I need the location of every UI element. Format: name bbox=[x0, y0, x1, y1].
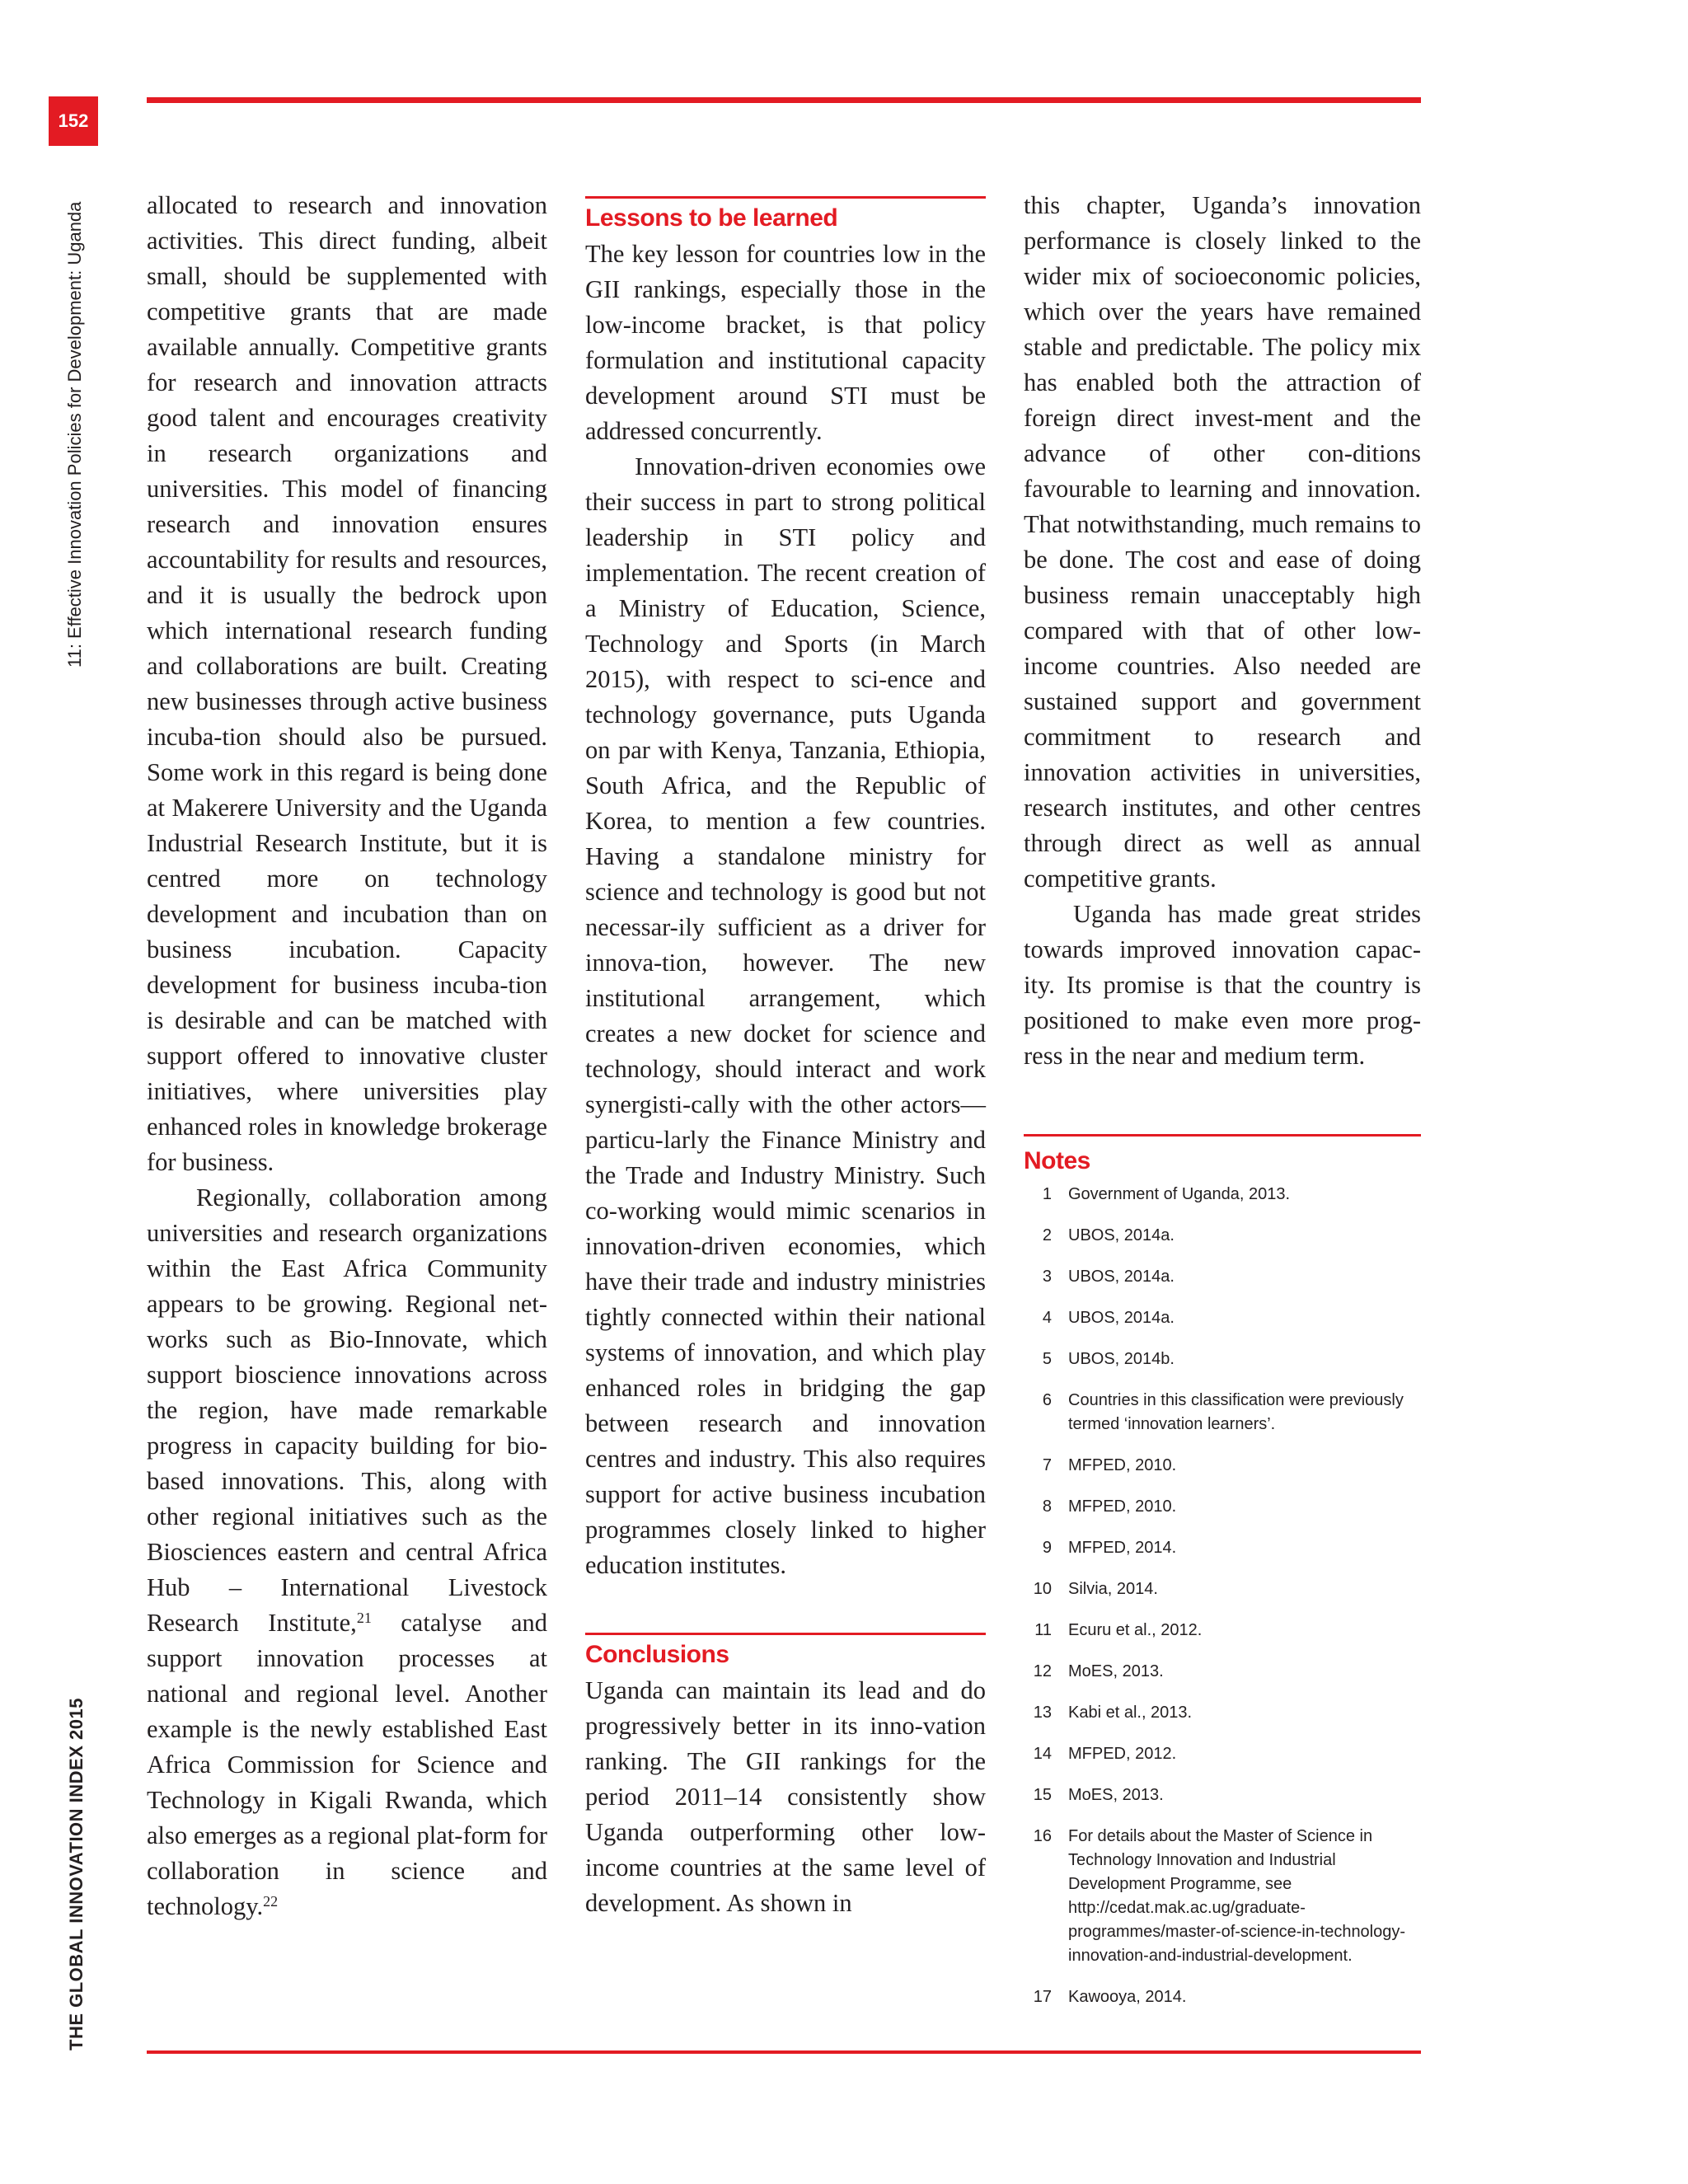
note-text: UBOS, 2014a. bbox=[1068, 1268, 1175, 1286]
lessons-heading: Lessons to be learned bbox=[585, 204, 838, 232]
regional-text-part2: catalyse and support innovation processes at national and regional level. Another example is the newly established East Africa Commission for Science and Technology in Kigali Rwanda, which also emerges as a regional plat-form for collaboration in science and technology. bbox=[147, 1609, 547, 1920]
note-number: 14 bbox=[1033, 1745, 1052, 1763]
note-item bbox=[1024, 1536, 1421, 1560]
regional-text-part1: Regionally, collaboration among universities and research organizations within the East Africa Community appears to be growing. Regional net-works such as Bio-Innovate, which support bioscience innovations across the region, have made remarkable progress in capacity building for bio-based innovations. This, along with other regional initiatives such as the Biosciences eastern and central Africa Hub – International Livestock Research Institute, bbox=[147, 1183, 547, 1637]
note-item bbox=[1024, 1985, 1421, 2009]
section-spacer bbox=[585, 1583, 986, 1633]
note-text: Silvia, 2014. bbox=[1068, 1580, 1158, 1598]
conclusions-heading: Conclusions bbox=[585, 1641, 729, 1668]
note-number: 12 bbox=[1033, 1662, 1052, 1680]
page-number: 152 bbox=[49, 96, 98, 146]
note-number: 16 bbox=[1033, 1827, 1052, 1845]
note-number: 17 bbox=[1033, 1988, 1052, 2006]
note-text: Kabi et al., 2013. bbox=[1068, 1704, 1193, 1722]
note-number: 6 bbox=[1042, 1391, 1052, 1409]
note-text: MoES, 2013. bbox=[1068, 1786, 1164, 1804]
paragraph-conclusions: Uganda can maintain its lead and do progressively better in its inno-vation ranking. The GII rankings for the period 2011–14 consistently show Uganda outperforming other low-income countries at the same level of development. As shown in bbox=[585, 1676, 986, 1917]
column-3 bbox=[1024, 188, 1421, 1074]
lessons-rule bbox=[585, 196, 986, 199]
note-text: MFPED, 2014. bbox=[1068, 1539, 1177, 1557]
notes-section bbox=[1024, 1134, 1421, 2027]
note-item bbox=[1024, 1389, 1421, 1436]
note-number: 11 bbox=[1034, 1621, 1052, 1639]
note-item bbox=[1024, 1495, 1421, 1519]
note-item bbox=[1024, 1660, 1421, 1684]
top-rule bbox=[147, 97, 1421, 103]
note-text: Ecuru et al., 2012. bbox=[1068, 1621, 1203, 1639]
note-number: 10 bbox=[1033, 1580, 1052, 1598]
note-item bbox=[1024, 1454, 1421, 1478]
paragraph-key-lesson: The key lesson for countries low in the GII rankings, especially those in the low-income bracket, is that policy formulation and institutional capacity development around STI must be addressed concurrently. bbox=[585, 240, 986, 445]
note-number: 7 bbox=[1042, 1456, 1052, 1474]
note-number: 2 bbox=[1042, 1226, 1052, 1244]
note-item bbox=[1024, 1742, 1421, 1766]
notes-list bbox=[1024, 1183, 1421, 2009]
paragraph-regional bbox=[147, 1180, 547, 1924]
note-number: 13 bbox=[1033, 1704, 1052, 1722]
note-item bbox=[1024, 1265, 1421, 1289]
note-item bbox=[1024, 1347, 1421, 1371]
note-text: MFPED, 2012. bbox=[1068, 1745, 1177, 1763]
column-2 bbox=[585, 196, 986, 1921]
note-number: 3 bbox=[1042, 1268, 1052, 1286]
note-number: 9 bbox=[1042, 1539, 1052, 1557]
book-running-head: THE GLOBAL INNOVATION INDEX 2015 bbox=[66, 1698, 87, 2050]
footnote-ref-21: 21 bbox=[356, 1610, 372, 1626]
note-text: Countries in this classification were previously termed ‘innovation learners’. bbox=[1068, 1391, 1404, 1433]
note-item bbox=[1024, 1224, 1421, 1248]
note-item bbox=[1024, 1183, 1421, 1207]
note-item bbox=[1024, 1701, 1421, 1725]
note-text: For details about the Master of Science in Technology Innovation and Industrial Development Programme, see http://cedat.mak.ac.ug/graduate-programmes/master-of-science-in-technology-innovation-and-industrial-development. bbox=[1068, 1827, 1406, 1965]
note-item bbox=[1024, 1577, 1421, 1601]
note-number: 15 bbox=[1033, 1786, 1052, 1804]
note-text: UBOS, 2014a. bbox=[1068, 1226, 1175, 1244]
note-number: 8 bbox=[1042, 1497, 1052, 1516]
paragraph-great-strides: Uganda has made great strides towards improved innovation capac-ity. Its promise is that the country is positioned to make even more prog-ress in the near and medium term. bbox=[1024, 900, 1421, 1070]
conclusions-rule bbox=[585, 1633, 986, 1635]
note-text: UBOS, 2014b. bbox=[1068, 1350, 1175, 1368]
note-number: 4 bbox=[1042, 1309, 1052, 1327]
note-number: 1 bbox=[1042, 1185, 1052, 1203]
paragraph-innovation-driven: Innovation-driven economies owe their success in part to strong political leadership in STI policy and implementation. The recent creation of a Ministry of Education, Science, Technology and Sports (in March 2015), with respect to sci-ence and technology governance, puts Uganda on par with Kenya, Tanzania, Ethiopia, South Africa, and the Republic of Korea, to mention a few countries. Having a standalone ministry for science and technology is good but not necessar-ily sufficient as a driver for innova-tion, however. The new institutional arrangement, which creates a new docket for science and technology, should interact and work synergisti-cally with the other actors—particu-larly the Finance Ministry and the Trade and Industry Ministry. Such co-working would mimic scenarios in innovation-driven economies, which have their trade and industry ministries tightly connected within their national systems of innovation, and which play enhanced roles in bridging the gap between research and innovation centres and industry. This also requires support for active business incubation programmes closely linked to higher education institutes. bbox=[585, 452, 986, 1579]
notes-rule bbox=[1024, 1134, 1421, 1137]
note-item bbox=[1024, 1783, 1421, 1807]
note-item bbox=[1024, 1825, 1421, 1968]
note-text: Kawooya, 2014. bbox=[1068, 1988, 1187, 2006]
notes-heading: Notes bbox=[1024, 1147, 1090, 1174]
column-1 bbox=[147, 188, 547, 1924]
chapter-running-head: 11: Effective Innovation Policies for Development: Uganda bbox=[64, 201, 85, 668]
note-item bbox=[1024, 1619, 1421, 1643]
note-text: UBOS, 2014a. bbox=[1068, 1309, 1175, 1327]
paragraph-funding: allocated to research and innovation activities. This direct funding, albeit small, should be supplemented with competitive grants that are made available annually. Competitive grants for research and innovation attracts good talent and encourages creativity in research organizations and universities. This model of financing research and innovation ensures accountability for results and resources, and it is usually the bedrock upon which international research funding and collaborations are built. Creating new businesses through active business incuba-tion should also be pursued. Some work in this regard is being done at Makerere University and the Uganda Industrial Research Institute, but it is centred more on technology development and incubation than on business incubation. Capacity development for business incuba-tion is desirable and can be matched with support offered to innovative cluster initiatives, where universities play enhanced roles in knowledge brokerage for business. bbox=[147, 191, 547, 1176]
footnote-ref-22: 22 bbox=[263, 1893, 279, 1910]
note-text: Government of Uganda, 2013. bbox=[1068, 1185, 1291, 1203]
note-number: 5 bbox=[1042, 1350, 1052, 1368]
bottom-rule bbox=[147, 2050, 1421, 2054]
note-text: MFPED, 2010. bbox=[1068, 1497, 1177, 1516]
note-text: MFPED, 2010. bbox=[1068, 1456, 1177, 1474]
paragraph-policy-mix: this chapter, Uganda’s innovation performance is closely linked to the wider mix of socioeconomic policies, which over the years have remained stable and predictable. The policy mix has enabled both the attraction of foreign direct invest-ment and the advance of other con-ditions favourable to learning and innovation. That notwithstanding, much remains to be done. The cost and ease of doing business remain unacceptably high compared with that of other low-income countries. Also needed are sustained support and government commitment to research and innovation activities in universities, research institutes, and other centres through direct as well as annual competitive grants. bbox=[1024, 191, 1421, 893]
note-text: MoES, 2013. bbox=[1068, 1662, 1164, 1680]
note-item bbox=[1024, 1306, 1421, 1330]
